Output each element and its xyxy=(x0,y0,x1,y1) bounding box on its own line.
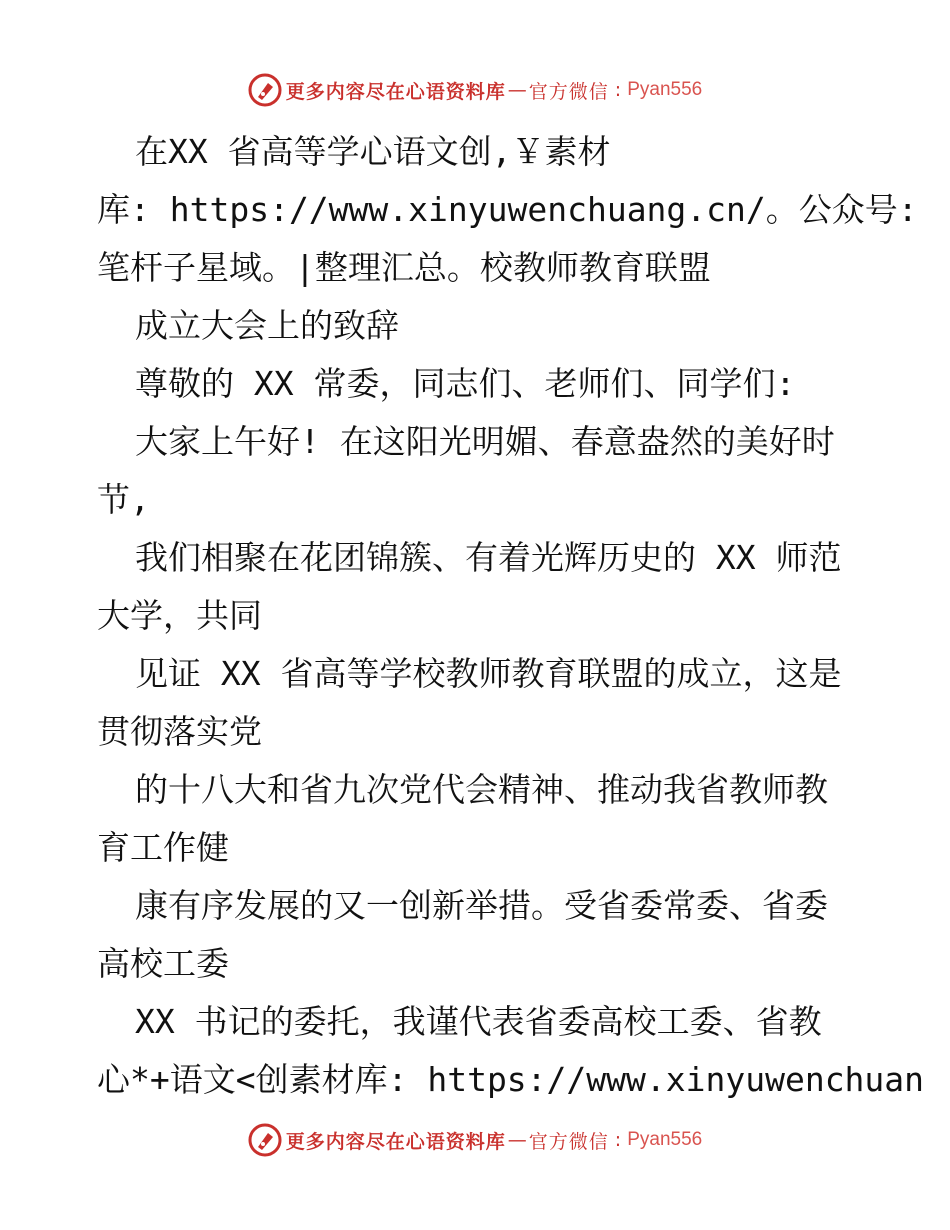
banner-dash: — xyxy=(507,1129,527,1151)
banner-separator: : xyxy=(614,1129,622,1151)
header-watermark-banner xyxy=(0,70,950,110)
banner-wechat-label: 官方微信 xyxy=(528,80,609,103)
text-line: 见证 XX 省高等学校教师教育联盟的成立，这是 xyxy=(135,654,842,693)
text-line: 在XX 省高等学心语文创,￥素材 xyxy=(135,132,611,171)
text-line: 大学，共同 xyxy=(97,596,262,635)
pen-nib-logo-icon xyxy=(248,73,282,107)
banner-separator: : xyxy=(614,79,622,101)
text-line: 育工作健 xyxy=(97,828,229,867)
text-line: 成立大会上的致辞 xyxy=(135,306,399,345)
text-line: XX 书记的委托，我谨代表省委高校工委、省教 xyxy=(135,1002,822,1041)
text-line: 心*+语文<创素材库: https://www.xinyuwenchuan xyxy=(97,1060,925,1099)
pen-nib-logo-icon xyxy=(248,1123,282,1157)
banner-main-text: 更多内容尽在心语资料库 xyxy=(285,80,506,103)
banner-wechat-handle: Pyan556 xyxy=(627,79,703,100)
text-line: 库: https://www.xinyuwenchuang.cn/。公众号: xyxy=(97,190,918,229)
text-line: 我们相聚在花团锦簇、有着光辉历史的 XX 师范 xyxy=(135,538,842,577)
text-line: 高校工委 xyxy=(97,944,229,983)
banner-wechat-handle: Pyan556 xyxy=(627,1129,703,1150)
text-line: 尊敬的 XX 常委，同志们、老师们、同学们: xyxy=(135,364,796,403)
footer-watermark-banner xyxy=(0,1120,950,1160)
text-line: 笔杆子星域。|整理汇总。校教师教育联盟 xyxy=(97,248,711,287)
text-line: 节, xyxy=(97,480,150,519)
text-line: 贯彻落实党 xyxy=(97,712,262,751)
text-line: 大家上午好! 在这阳光明媚、春意盎然的美好时 xyxy=(135,422,835,461)
text-line: 康有序发展的又一创新举措。受省委常委、省委 xyxy=(135,886,828,925)
banner-wechat-label: 官方微信 xyxy=(528,1130,609,1153)
document-body xyxy=(97,123,927,1109)
banner-main-text: 更多内容尽在心语资料库 xyxy=(285,1130,506,1153)
text-line: 的十八大和省九次党代会精神、推动我省教师教 xyxy=(135,770,828,809)
banner-dash: — xyxy=(507,79,527,101)
